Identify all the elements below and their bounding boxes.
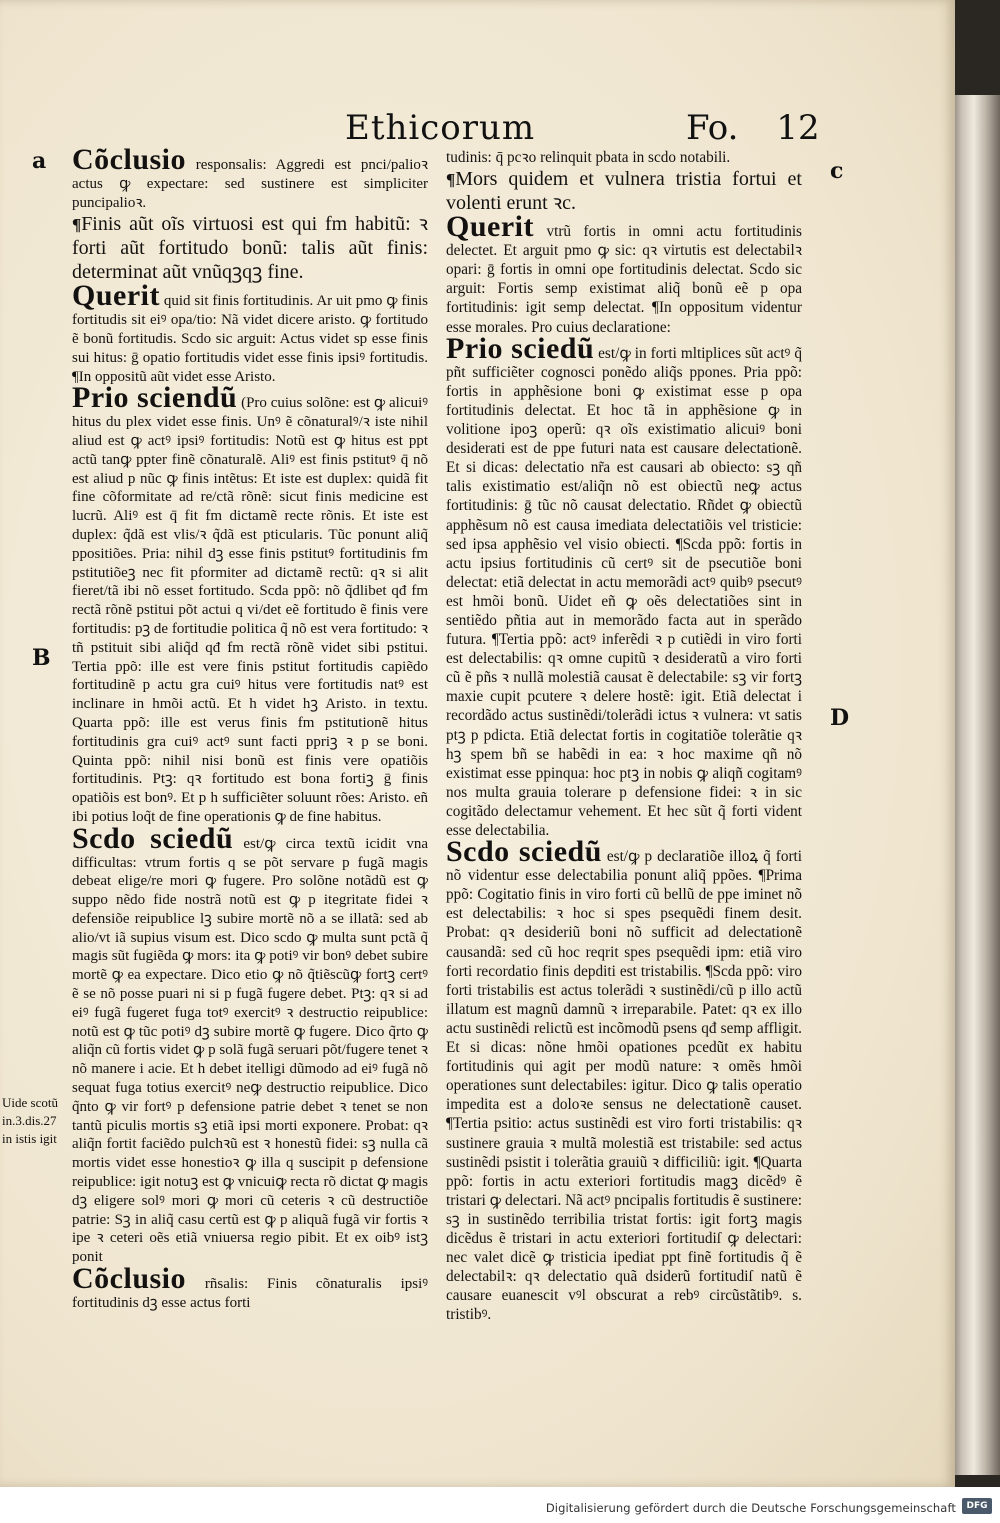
paragraph-text: responsalis: Aggredi est pnci/palioꝛ actus ꝙ expectare: sed sustinere est simpliciter puncipalioꝛ. <box>72 157 428 211</box>
initial-word: Prio sciendũ <box>72 381 238 415</box>
paragraph <box>72 821 428 1267</box>
paragraph <box>72 381 428 826</box>
initial-word: Scdo sciedũ <box>446 835 602 869</box>
paragraph <box>446 210 802 337</box>
paragraph <box>72 212 428 284</box>
paragraph <box>446 835 802 1324</box>
gloss-line: in istis igit <box>2 1131 57 1146</box>
paragraph <box>446 148 802 167</box>
paragraph-text: vtrũ fortis in omni actu fortitudinis delectet. Et arguit pmo ꝙ sic: qꝛ virtutis est delectabilꝛ opari: ḡ fortis in omni ope fortitudinis delectat. Scdo sic arguit: Fortis semp existimat aliq̃ bonũ eẽ p opa fortitudinis: igit semp delectat. ¶In oppositum videntur esse morales. Pro cuius declaratione: <box>446 223 802 336</box>
pilcrow-mark: ¶ <box>446 170 456 190</box>
pilcrow-mark: ¶ <box>72 215 82 235</box>
initial-word: Cõclusio <box>72 143 187 176</box>
initial-word: Scdo sciedũ <box>72 821 234 855</box>
left-column <box>72 143 428 1313</box>
paragraph-text: est/ꝙ circa textũ icidit vna difficultas: vtrum fortis q se põt servare p fugã magis debeat elige/re mori ꝙ fugere. Pro solõne notãdũ est ꝙ suppo nẽdo fide nostrã notũ est ꝙ p itegritate fidei ꝛ defensiõe reipublice lꝫ subire mortẽ nõ a se illatã: sed ab alio/vt iã supius visum est. Dico scdo ꝙ multa sunt pctã q̃ magis sũt fugiẽda ꝙ mors: ita ꝙ potiꝰ vir bonꝰ debet subire mortẽ ꝙ ea expectare. Dico etio ꝙ nõ q̃tiẽscũꝙ fortꝫ certꝰ ẽ se nõ posse puari ni si p fugã fugere debet. Ptꝫ: qꝛ si ad eiꝰ fugã fugeret fuga totꝰ exercitꝰ ꝛ destructio reipublice: notũ est ꝙ tũc potiꝰ dꝫ subire mortẽ ꝙ fugere. Dico q̃rto ꝙ aliq̃n cũ fortis videt ꝙ p solã fugã seruari põt/fugere tenet ꝛ nõ manere i acie. Et h debet itelligi dũmodo ad eiꝰ fugã nõ sequat fuga totius exercitꝰ neꝙ destructio reipublice. Dico q̃nto ꝙ vir fortꝰ p defensione patrie debet ꝛ tenet se non tantũ piculis mortis sꝫ etiã ipsi morti exponere. Probat: qꝛ aliq̃n fortit faciẽdo pulchꝛũ est ꝛ honestũ fidei: sꝫ nulla cã mortis videt esse honestioꝛ ꝙ illa q suscipit p defensione reipublice: igit notuꝫ est ꝙ vnicuiꝙ recta rõ dictat ꝙ magis dꝫ eligere solꝰ mori ꝙ mori cũ ceteris ꝛ cũ destructiõe patrie: Sꝫ in aliq̃ casu certũ est ꝙ p aliquã fugã vir fortis ꝛ ipe ꝛ ceteri oẽs etiã vniuersa regio pibit. Et ex oibꝰ istꝫ ponit <box>72 835 428 1266</box>
footer-bar <box>0 1487 1000 1523</box>
paragraph-text: quid sit finis fortitudinis. Ar uit pmo ꝙ finis fortitudis sit eiꝰ opa/tio: Nã videt dicere aristo. ꝙ fortitudo ẽ bonũ fortitudis. Scdo sic arguit: Actus videt sp esse finis sui hitus: ḡ opatio fortitudis videt esse finis ipsiꝰ fortitudis. ¶In oppositũ aũt videt esse Aristo. <box>72 293 428 385</box>
paragraph-text: est/ꝙ p declaratiõe illoꝝ q̃ forti nõ videntur esse delectabilia ponunt aliq̃ ppões. ¶Prima ppõ: Cogitatio finis in viro forti cũ bellũ de ppe iminet nõ est delectabilis: ꝛ hoc si spes psequẽdi finem desit. Probat: qꝛ desideriũ boni nõ sufficit ad delectationẽ causandã: sed cũ hoc reqrit spes psequẽdi ipm: etiã viro forti recordatio finis depditi est tristabilis. ¶Scda ppõ: viro forti tristabilis est actus tolerãdi ꝛ sustinẽdi/cũ p illo actũ illatum est magnũ damnũ ꝛ irreparabile. Patet: qꝛ ex illo actu sustinẽdi relictũ est incõmodũ psens qđ semp affligit. Et si dicas: nõne hmõi opationes pcedũt ex habitu fortitudinis qui agit per modũ nature: ꝛ omẽs hmõi operationes sunt delectabiles: igitur. Dico ꝙ talis operatio impedita est a doloꝛe sensus ne delectationẽ causet. ¶Tertia psitio: actus sustinẽdi est viro forti tristabilis: qꝛ sustinere grauia ꝛ multã molestiã est tristabile: sed actus sustinẽdi psistit i tolerãtia grauiũ ꝛ difficiliũ: igit. ¶Quarta ppõ: fortis in actu exteriori fortitudis magꝫ dicẽdꝰ ẽ tristari ꝙ delectari. Nã actꝰ pncipalis fortitudis ẽ sustinere: sꝫ in sustinẽdo terribilia tristat fortis: igit fortꝫ magis dicẽdus ẽ tristari in actu exteriori fortitudiſ ꝙ delectari: nec valet dicẽ ꝙ tristicia ipediat ppt finẽ fortitudis q̃ ẽ delectabilꝛ: qꝛ delectatio quã dsiderũ fortitudiſ natũ ẽ causare euanescit vꝰl obscurat a rebꝰ circũstãtibꝰ. s. tristibꝰ. <box>446 848 802 1324</box>
margin-marker-c: c <box>830 158 844 184</box>
margin-marker-d: D <box>830 705 850 731</box>
folio <box>686 108 820 148</box>
book-spine <box>952 95 1000 1475</box>
folio-label: Fo. <box>686 108 739 148</box>
paragraph <box>72 143 428 212</box>
paragraph <box>72 1262 428 1313</box>
right-column <box>446 148 802 1324</box>
paragraph-text: rñsalis: Finis cõnaturalis ipsiꝰ fortitudinis dꝫ esse actus forti <box>72 1276 428 1311</box>
dfg-logo: DFG <box>962 1498 992 1514</box>
initial-word: Querit <box>446 210 534 244</box>
paragraph-text: tudinis: q̄ pcꝛo relinquit pbata in scdo notabili. <box>446 149 731 166</box>
margin-marker-b: B <box>32 645 51 671</box>
paragraph-text: (Pro cuius solõne: est ꝙ alicuiꝰ hitus du plex videt esse finis. Unꝰ ẽ cõnaturalꝰ/ꝛ iste nihil aliud est ꝙ actꝰ ipsiꝰ fortitudis: Notũ est ꝙ hitus est ppt actũ tanꝙ ppter finẽ cõnaturalẽ. Aliꝰ est finis pstitutꝰ q̄ nõ est aliud p nũc ꝙ finis intẽtus: Et iste est duplex: quidã fit fine cõformitate ad re/ctã rõnẽ: sicut finis medicine est lucrũ. Aliꝰ est q̄ fit fm dictamẽ recte rõnis. Et iste est duplex: q̃dã est vlis/ꝛ q̃dã est pticularis. Tũc ponunt aliq̃ ppositiões. Pria: nihil dꝫ esse finis pstitutꝰ fortitudinis fm pstitutiõeꝫ nec fit pformiter ad dictamẽ rectũ: qꝛ si alit fieret/tã ibi nõ esset fortitudo. Scda ppõ: nõ q̃dlibet qđ fm rectã rõnẽ pstitui põt actui q vi/det eẽ fortitudo ẽ finis vere fortitudis: pꝫ de fortitudie politica q̃ nõ est vera fortitudo: ꝛ tñ pstituit sibi aliq̃d qđ fm rectã rõnẽ videt sibi pstitui. Tertia ppõ: ille est vere finis pstitut fortitudis capiẽdo fortitudinẽ p actu gra cuiꝰ hitus vere fortitudis natꝰ est inclinare in hmõi actũ. Et h videt hꝫ Aristo. in textu. Quarta ppõ: ille est verus finis fm pstitutionẽ hitus fortitudinis gra cuiꝰ actꝰ sunt facti ppriꝫ ꝛ p se boni. Quinta ppõ: nihil nisi bonũ est finis vere opatiõis fortitudinis. Ptꝫ: qꝛ fortitudo est bona fortiꝫ ḡ finis opatiõis est bonꝰ. Et p h sufficiẽter soluunt rões: Aristo. eñ ibi potius loq̃t de fine operationis ꝙ de fine habitus. <box>72 395 428 825</box>
gloss-line: in.3.dis.27 <box>2 1113 57 1128</box>
paragraph <box>446 331 802 840</box>
running-head: Ethicorum <box>345 108 536 148</box>
gloss-line: Uide scotũ <box>2 1095 58 1110</box>
paragraph-text: est/ꝙ in forti mltiplices sũt actꝰ q̃ pñt sufficiẽter cognosci ponẽdo aliq̃s ppones. Pria ppõ: fortis in apphẽsione boni ꝙ existimat esse p opa fortitudinis delectat. Et hoc tã in apphẽsione ꝙ in volitione ipoꝫ operũ: qꝛ oĩs existimatio alicuiꝰ boni desiderati est de ppe futuri nata est causare delectationẽ. Et si dicas: delectatio nr̃a est causari ab obiecto: sꝫ qñ talis existimatio est/aliq̃n nõ est obiectũ neꝙ actus fortitudinis: ḡ tũc nõ causat delectatio. Rñdet ꝙ obiectũ apphẽsum nõ est causa imediata delectatiõis vel tristicie: sed ipsa apphẽsio vel visio obiecti. ¶Scda ppõ: fortis in actu ipsius fortitudinis cũ certꝰ sit de psecutiõe boni delectat: etiã delectat in actu memorãdi actꝰ quibꝰ psecutꝰ est hmõi bonũ. Uidet eñ ꝙ oẽs delectatiões sint in sentiẽdo pñtia aut in memorãdo facta aut in sperãdo futura. ¶Tertia ppõ: actꝰ inferẽdi ꝛ p cutiẽdi in viro forti est delectabilis: qꝛ omne cupitũ ꝛ desideratũ a viro forti cũ ẽ pñs ꝛ nullã molestiã causat ẽ delectabile: sꝫ vir fortꝫ maxie cupit pcutere ꝛ delere hostẽ: igit. Etiã delectat i recordãdo actus sustinẽdi/tolerãdi ictus ꝛ vulnera: vt satis ptꝫ p pdicta. Etiã delectat fortis in cogitatiõe tolerãtie qꝛ hꝫ spem bñ se habẽdi in ea: ꝛ hoc maxime qñ nõ existimat esse ppinqua: hoc ptꝫ in nobis ꝙ aliqñ cogitamꝰ nos multa grauia tolerare p defensione fidei: ꝛ in sic cogitãdo delectamur vehement. Et hec sũt q̃ forti vident esse delectabilia. <box>446 344 802 839</box>
folio-number: 12 <box>776 108 820 148</box>
funding-notice: Digitalisierung gefördert durch die Deutsche Forschungsgemeinschaft <box>545 1501 956 1515</box>
paragraph <box>72 279 428 386</box>
paragraph <box>446 167 802 215</box>
quoted-text: Mors quidem et vulnera tristia fortui et volenti erunt ꝛc. <box>446 168 802 215</box>
initial-word: Querit <box>72 279 160 313</box>
margin-marker-a: a <box>32 148 47 174</box>
marginal-gloss <box>2 1094 72 1148</box>
initial-word: Prio sciedũ <box>446 331 595 365</box>
initial-word: Cõclusio <box>72 1262 187 1296</box>
quoted-text: Finis aũt oĩs virtuosi est qui fm habitũ: ꝛ forti aũt fortitudo bonũ: talis aũt finis: determinat aũt vnũqꝫqꝫ fine. <box>72 213 428 284</box>
